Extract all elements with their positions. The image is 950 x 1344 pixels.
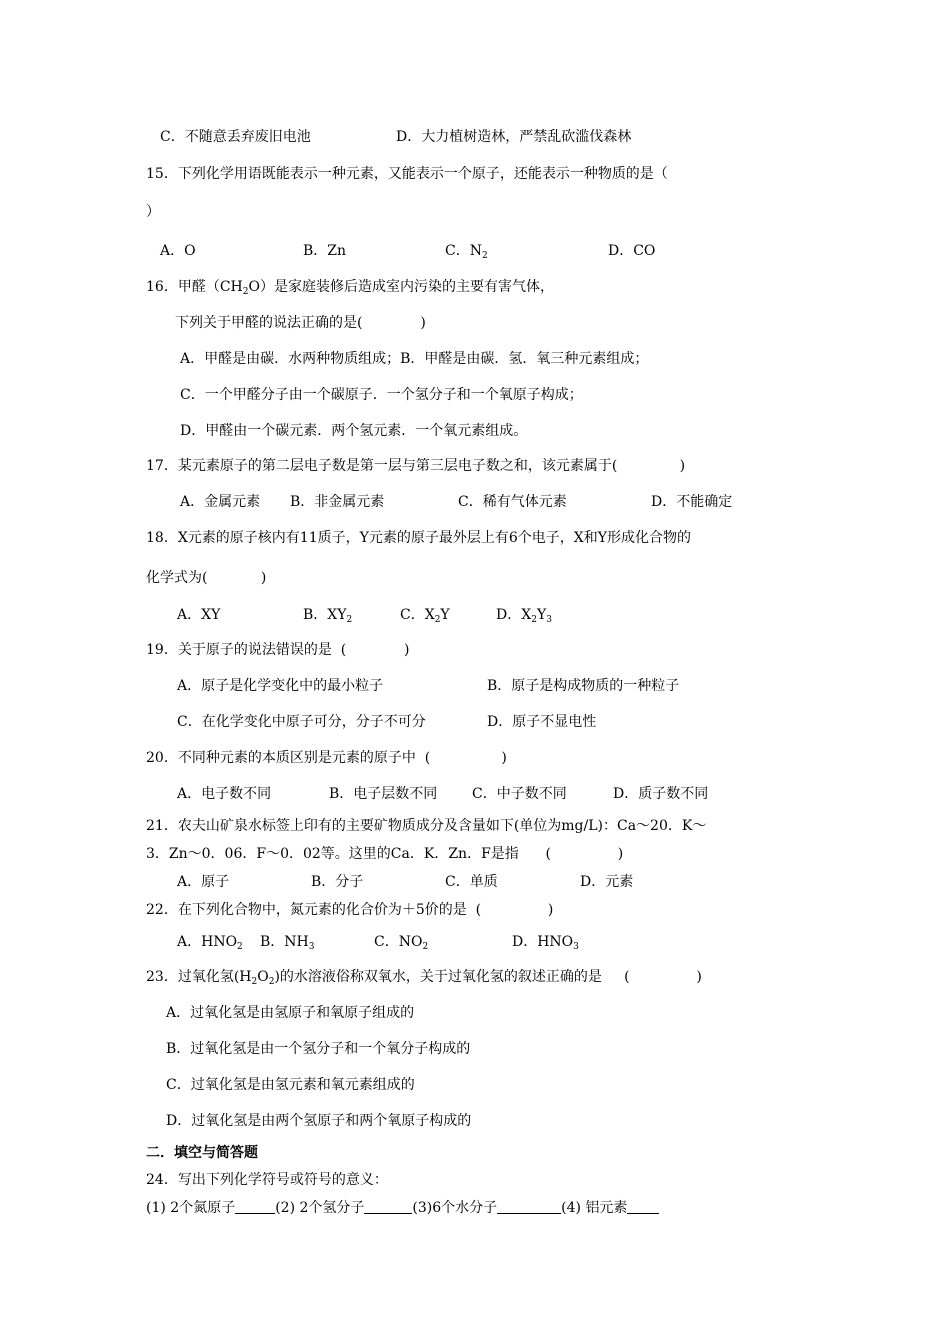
q15-close: ） — [146, 204, 160, 220]
q19-option-c: C．在化学变化中原子可分，分子不可分 — [177, 714, 426, 730]
q21-stem-line2: 3．Zn～0．06．F～0．02等。这里的Ca．K．Zn．F是指 ( ) — [146, 846, 624, 862]
q22-option-b-text: B．NH — [260, 934, 309, 950]
q15-stem: 15．下列化学用语既能表示一种元素，又能表示一个原子，还能表示一种物质的是（ — [146, 166, 668, 182]
q23-option-b: B．过氧化氢是由一个氢分子和一个氧分子构成的 — [166, 1041, 471, 1057]
q21-stem: 21．农夫山矿泉水标签上印有的主要矿物质成分及含量如下(单位为mg/L)：Ca～20．K～ — [146, 818, 707, 834]
q20-option-a: A．电子数不同 — [177, 786, 272, 802]
q21-option-b: B．分子 — [311, 874, 364, 890]
q24-part-1-label: (1) 2个氮原子 — [146, 1200, 236, 1216]
q24-part-2-label: (2) 2个氢分子 — [275, 1200, 365, 1216]
q19-option-d: D．原子不显电性 — [487, 714, 597, 730]
q17-option-b: B．非金属元素 — [290, 494, 385, 510]
q24-parts — [146, 1199, 659, 1217]
q16-stem-sub: 2 — [242, 287, 249, 297]
q15-option-c-text: C．N — [445, 243, 482, 259]
q16-option-ab: A．甲醛是由碳．水两种物质组成；B．甲醛是由碳．氢．氧三种元素组成； — [180, 351, 649, 367]
q14-option-c: C．不随意丢弃废旧电池 — [160, 129, 311, 145]
q23-stem-b: O — [257, 969, 269, 985]
q24-stem: 24．写出下列化学符号或符号的意义： — [146, 1172, 388, 1188]
q18-option-d-sub2: 3 — [546, 615, 552, 625]
q22-option-b — [260, 933, 314, 951]
q17-option-d: D．不能确定 — [651, 494, 733, 510]
q24-part-4-label: (4) 铝元素 — [561, 1200, 628, 1216]
q16-stem — [146, 278, 554, 296]
q18-option-c-text2: Y — [440, 607, 450, 623]
q15-option-c — [445, 242, 488, 260]
q23-stem-sub2: 2 — [268, 977, 275, 987]
q18-option-d-text2: Y — [536, 607, 547, 623]
q17-option-a: A．金属元素 — [180, 494, 261, 510]
q18-option-d — [496, 606, 552, 624]
q22-option-c-sub: 2 — [422, 942, 429, 952]
q23-option-d: D．过氧化氢是由两个氢原子和两个氧原子构成的 — [166, 1113, 472, 1129]
q20-option-c: C．中子数不同 — [472, 786, 567, 802]
q23-option-a: A．过氧化氢是由氢原子和氧原子组成的 — [166, 1005, 415, 1021]
q20-stem: 20．不同种元素的本质区别是元素的原子中 ( ) — [146, 750, 507, 766]
q14-option-d: D．大力植树造林，严禁乱砍滥伐森林 — [396, 129, 632, 145]
q22-option-b-sub: 3 — [308, 942, 315, 952]
q22-option-a-sub: 2 — [237, 942, 243, 952]
q18-option-b-text: B．XY — [303, 607, 347, 623]
q23-stem-c: )的水溶液俗称双氧水，关于过氧化氢的叙述正确的是 ( ) — [274, 969, 702, 985]
q22-option-d-sub: 3 — [573, 942, 579, 952]
q16-option-d: D．甲醛由一个碳元素．两个氢元素．一个氧元素组成。 — [180, 423, 528, 439]
q20-option-b: B．电子层数不同 — [329, 786, 438, 802]
q22-option-a-text: A．HNO — [177, 934, 238, 950]
q17-stem: 17．某元素原子的第二层电子数是第一层与第三层电子数之和，该元素属于( ) — [146, 458, 686, 474]
q18-option-b — [303, 606, 352, 624]
q15-option-c-sub: 2 — [481, 251, 488, 261]
q16-stem-b: O）是家庭装修后造成室内污染的主要有害气体， — [248, 279, 554, 295]
q18-option-c — [400, 606, 450, 624]
q19-option-a: A．原子是化学变化中的最小粒子 — [177, 678, 384, 694]
q18-option-d-sub1: 2 — [531, 615, 537, 625]
q16-option-c: C．一个甲醛分子由一个碳原子．一个氢分子和一个氧原子构成； — [180, 387, 583, 403]
q24-part-3-blank[interactable] — [497, 1199, 561, 1214]
q15-option-b: B．Zn — [303, 243, 347, 259]
q23-stem-sub1: 2 — [251, 977, 258, 987]
q15-option-a: A．O — [160, 243, 196, 259]
q22-option-a — [177, 933, 243, 951]
q21-option-d: D．元素 — [580, 874, 634, 890]
q21-option-c: C．单质 — [445, 874, 498, 890]
q23-stem — [146, 968, 702, 986]
q18-option-d-text: D．X — [496, 607, 532, 623]
q22-option-c — [374, 933, 428, 951]
q18-option-a: A．XY — [177, 607, 221, 623]
q19-option-b: B．原子是构成物质的一种粒子 — [487, 678, 680, 694]
q19-stem: 19．关于原子的说法错误的是 ( ) — [146, 642, 410, 658]
q18-option-c-sub: 2 — [434, 615, 441, 625]
q24-part-1-blank[interactable] — [235, 1199, 275, 1214]
q18-stem-line2: 化学式为( ) — [146, 570, 267, 586]
q23-option-c: C．过氧化氢是由氢元素和氧元素组成的 — [166, 1077, 415, 1093]
q18-option-c-text: C．X — [400, 607, 435, 623]
q24-part-2-blank[interactable] — [364, 1199, 412, 1214]
q21-option-a: A．原子 — [177, 874, 230, 890]
q18-stem: 18．X元素的原子核内有11质子，Y元素的原子最外层上有6个电子，X和Y形成化合物的 — [146, 530, 691, 546]
q18-option-b-sub: 2 — [346, 615, 353, 625]
q16-stem-a: 16．甲醛（CH — [146, 279, 243, 295]
section-2-title: 二．填空与简答题 — [146, 1145, 258, 1161]
q22-option-c-text: C．NO — [374, 934, 423, 950]
q22-option-d — [512, 933, 579, 951]
q15-option-d: D．CO — [608, 243, 656, 259]
q23-stem-a: 23．过氧化氢(H — [146, 969, 252, 985]
q22-stem: 22．在下列化合物中，氮元素的化合价为＋5价的是 ( ) — [146, 902, 554, 918]
q24-part-4-blank[interactable] — [627, 1199, 659, 1214]
q22-option-d-text: D．HNO — [512, 934, 574, 950]
q24-part-3-label: (3)6个水分子 — [412, 1200, 498, 1216]
q20-option-d: D．质子数不同 — [613, 786, 709, 802]
q16-stem-line2: 下列关于甲醛的说法正确的是( ) — [175, 315, 426, 331]
q17-option-c: C．稀有气体元素 — [458, 494, 567, 510]
